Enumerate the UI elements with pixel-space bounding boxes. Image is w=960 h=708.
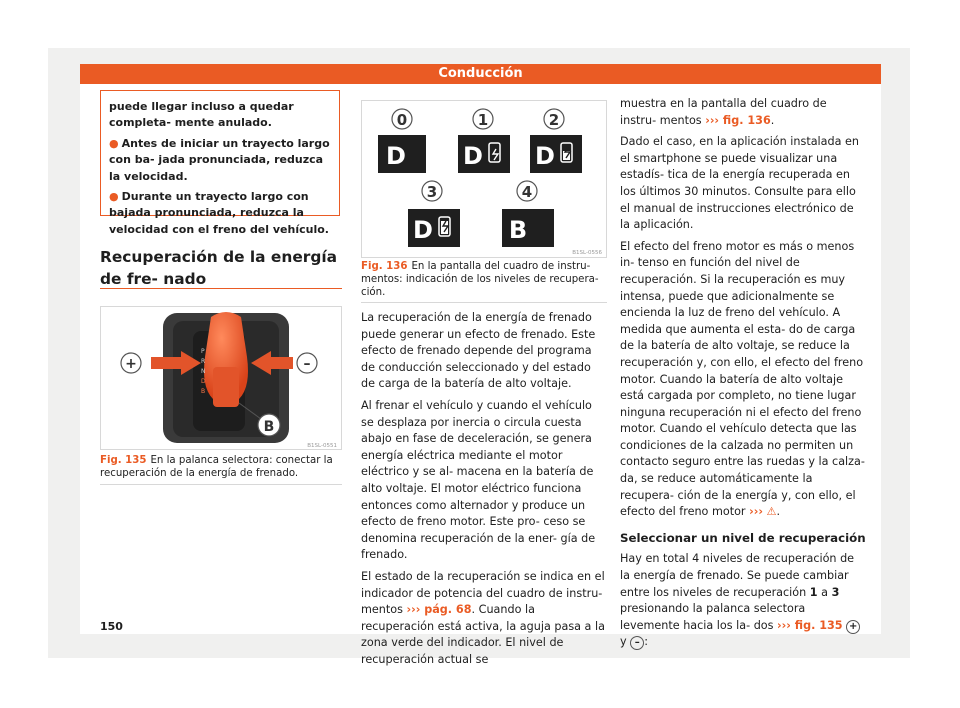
paragraph: El efecto del freno motor es más o menos in- tenso en función del nivel de recuperación. Si la recuperación es muy intensa, puede que adicionalmente se encienda la luz de freno del vehículo. A medida que aumenta el esta- do de carga de la batería de alto voltaje, se reduce la recuperación y, con ello, el efecto del freno motor. Cuando la batería de alto voltaje está cargada por completo, no tiene lugar ninguna recuperación ni el efecto del freno motor. Cuando el vehículo detecta que las condiciones de la calzada no permiten un contacto seguro entre las ruedas y la calza- da, se reduce automáticamente la recupera- ción de la energía y, con ello, el efecto del freno motor ››› ⚠.	[620, 239, 865, 519]
paragraph: muestra en la pantalla del cuadro de instru- mentos ››› fig. 136.	[620, 97, 827, 127]
warning-link[interactable]: ›››	[749, 505, 763, 519]
warning-item: ● Durante un trayecto largo con bajada pronunciada, reduzca la velocidad con el freno del vehículo.	[109, 190, 329, 236]
section-title: Recuperación de la energía de fre- nado	[100, 248, 338, 288]
warning-triangle-icon[interactable]: ⚠	[766, 505, 777, 519]
warning-box	[100, 90, 340, 236]
level-1-label: 1	[477, 111, 489, 129]
level-0-label: 0	[396, 111, 408, 129]
page-68-link[interactable]: ››› pág. 68	[406, 603, 472, 617]
b-label: B	[263, 419, 275, 435]
svg-text:D: D	[413, 216, 433, 244]
gate-p: P	[201, 348, 205, 355]
fig-136-link[interactable]: ››› fig. 136	[705, 113, 771, 127]
caption-divider	[100, 484, 342, 485]
page-number: 150	[100, 620, 123, 633]
bullet-icon: ●	[109, 136, 119, 150]
paragraph: El estado de la recuperación se indica en el indicador de potencia del cuadro de instru- mentos ››› pág. 68. Cuando la recuperación está activa, la aguja pasa a la zona verde del indicador. El nivel de recuperación actual se	[361, 569, 605, 666]
gate-d: D	[201, 378, 206, 385]
warning-intro: puede llegar incluso a quedar completa- mente anulado.	[109, 100, 294, 130]
plus-circle-icon: +	[846, 620, 860, 634]
figure-135-caption: Fig. 135 En la palanca selectora: conectar la recuperación de la energía de frenado.	[100, 455, 333, 480]
figure-136-caption: Fig. 136 En la pantalla del cuadro de instru- mentos: indicación de los niveles de recupera- ción.	[361, 261, 599, 299]
bullet-icon: ●	[109, 190, 119, 204]
gate-n: N	[201, 368, 206, 375]
gate-r: R	[201, 358, 206, 365]
section-divider	[100, 288, 342, 289]
paragraph: Dado el caso, en la aplicación instalada en el smartphone se puede visualizar una estadís- tica de la energía recuperada en los últimos 30 minutos. Consulte para ello el manual de instrucciones electrónico de la aplicación.	[620, 135, 860, 232]
paragraph: La recuperación de la energía de frenado puede generar un efecto de frenado. Este efecto de frenado depende del programa de conducción seleccionado y del estado de carga de la batería de alto voltaje.	[361, 311, 596, 391]
svg-text:B: B	[508, 216, 528, 244]
manual-page	[80, 64, 881, 666]
right-column-text	[620, 96, 866, 656]
minus-label: –	[303, 356, 311, 372]
chapter-header: Conducción	[80, 64, 881, 84]
minus-circle-icon: –	[630, 636, 644, 650]
level-3-label: 3	[426, 183, 438, 201]
figure-code: B1SL-0556	[572, 250, 602, 256]
level-4-label: 4	[521, 183, 533, 201]
paragraph: Hay en total 4 niveles de recuperación de la energía de frenado. Se puede cambiar entre los niveles de recuperación 1 a 3 presionando la palanca selectora levemente hacia los la- dos ››› fig. 135 + y – :	[620, 551, 866, 651]
svg-text:D: D	[386, 142, 406, 170]
figure-code: B1SL-0551	[307, 443, 337, 449]
plus-label: +	[125, 356, 137, 372]
fig-135-link[interactable]: ››› fig. 135	[777, 618, 843, 632]
figure-136	[361, 100, 607, 258]
svg-text:D: D	[463, 142, 483, 170]
gear-selector-illustration	[101, 307, 341, 449]
figure-135	[100, 306, 342, 450]
subheading: Seleccionar un nivel de recuperación	[620, 530, 866, 545]
middle-column-text	[361, 310, 607, 673]
caption-divider	[361, 302, 607, 303]
gate-b: B	[201, 388, 206, 395]
warning-item: ● Antes de iniciar un trayecto largo con ba- jada pronunciada, reduzca la velocidad.	[109, 136, 330, 183]
paragraph: Al frenar el vehículo y cuando el vehículo se desplaza por inercia o circula cuesta abajo en fase de deceleración, se genera energía eléctrica mediante el motor eléctrico y se al- macena en la batería de alto voltaje. El motor eléctrico funciona entonces como alternador y produce un efecto de freno motor. Este pro- ceso se denomina recuperación de la ener- gía de frenado.	[361, 398, 596, 562]
svg-text:D: D	[535, 142, 555, 170]
level-2-label: 2	[548, 111, 560, 129]
instrument-display-levels	[362, 101, 606, 257]
